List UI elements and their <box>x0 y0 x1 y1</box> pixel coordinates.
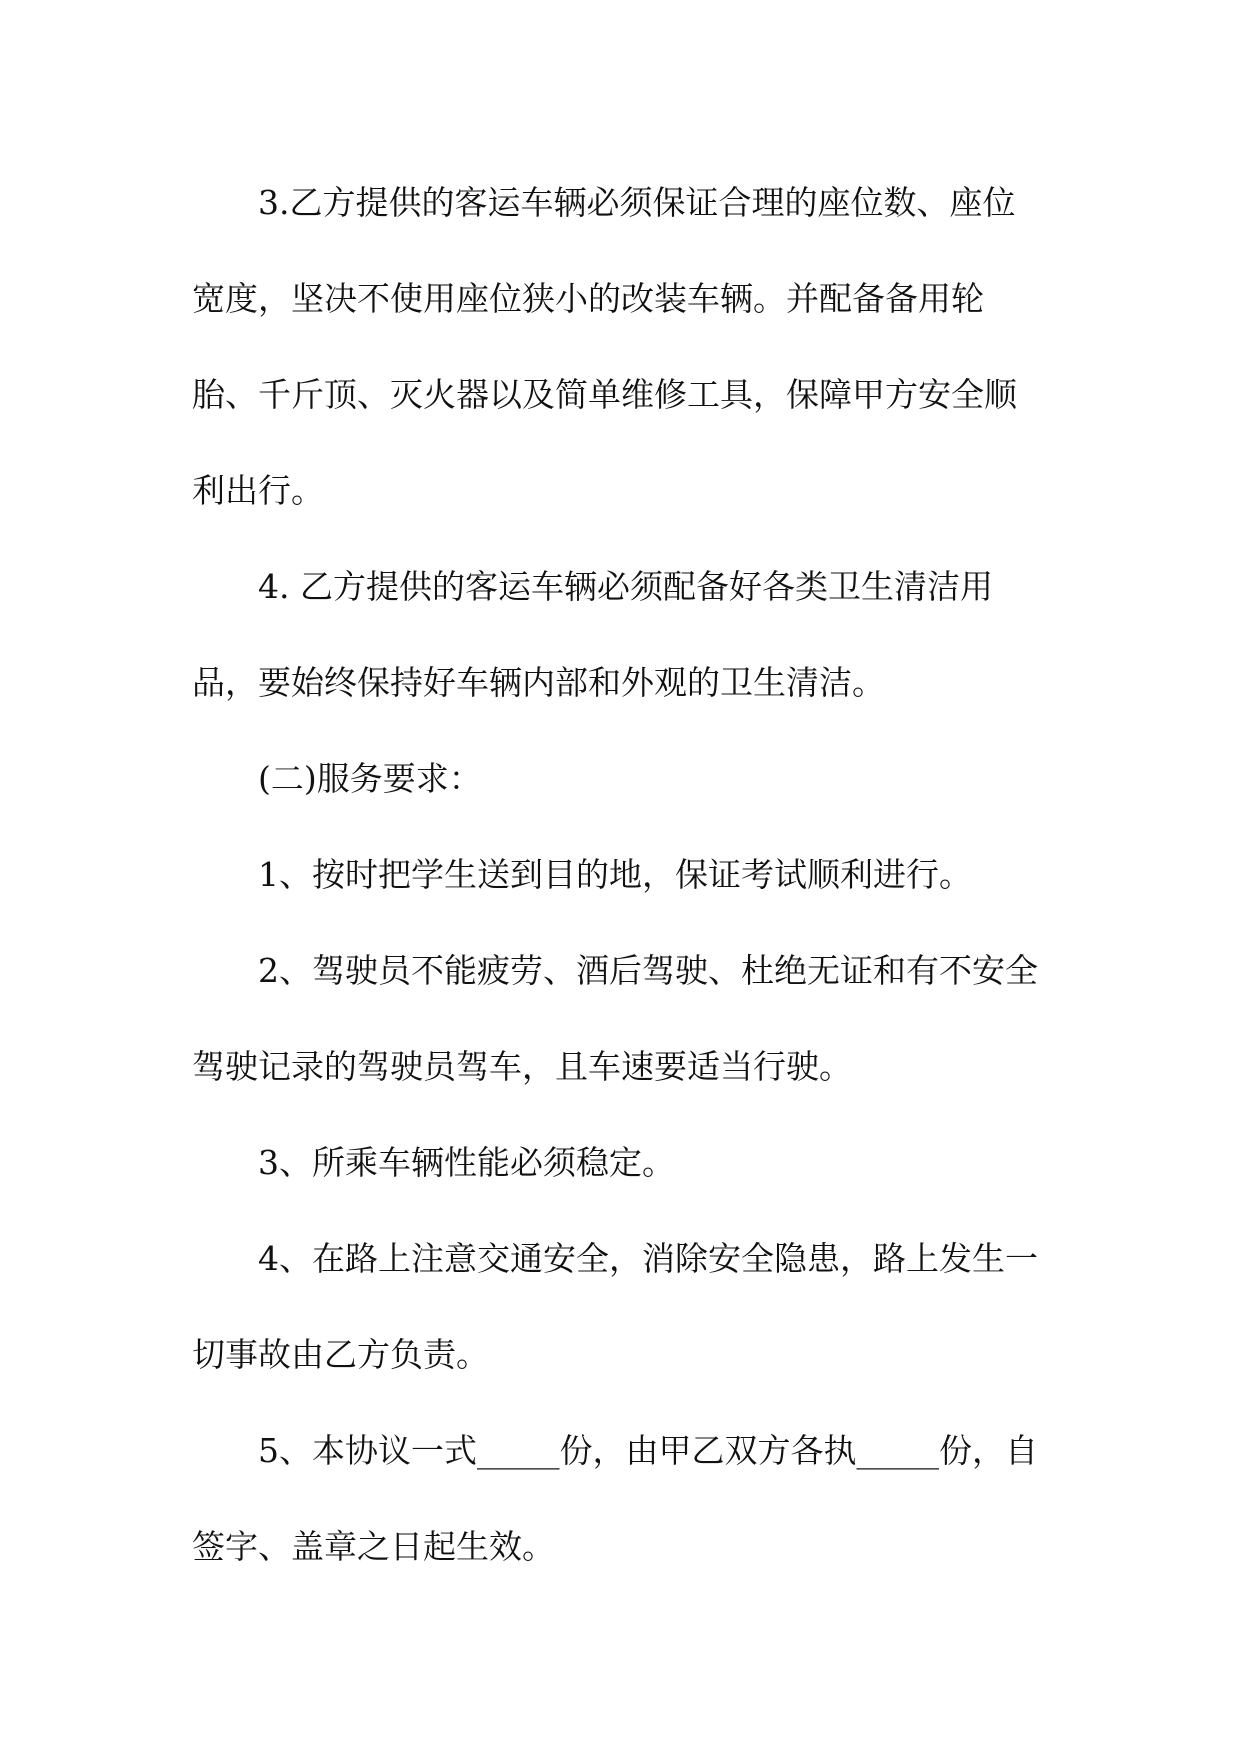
text-line: 1、按时把学生送到目的地，保证考试顺利进行。 <box>258 855 972 894</box>
paragraph-service-4 <box>192 1211 1052 1403</box>
text-line: 利出行。 <box>192 471 324 510</box>
text-line: 切事故由乙方负责。 <box>192 1335 489 1374</box>
text-line: 3、所乘车辆性能必须稳定。 <box>258 1143 675 1182</box>
text-line: 签字、盖章之日起生效。 <box>192 1527 555 1566</box>
text-line: 3.乙方提供的客运车辆必须保证合理的座位数、座位 <box>258 183 1016 222</box>
text-line: 胎、千斤顶、灭火器以及简单维修工具，保障甲方安全顺 <box>192 375 1017 414</box>
text-line: 5、本协议一式_____份，由甲乙双方各执_____份，自 <box>258 1431 1038 1470</box>
heading-text: (二)服务要求： <box>258 759 482 798</box>
text-line: 4. 乙方提供的客运车辆必须配备好各类卫生清洁用 <box>258 567 993 606</box>
section-heading-service-requirements <box>192 731 1052 827</box>
paragraph-vehicle-seats <box>192 155 1052 539</box>
paragraph-service-3 <box>192 1115 1052 1211</box>
text-line: 宽度，坚决不使用座位狭小的改装车辆。并配备备用轮 <box>192 279 984 318</box>
text-line: 4、在路上注意交通安全，消除安全隐患，路上发生一 <box>258 1239 1038 1278</box>
text-line: 驾驶记录的驾驶员驾车，且车速要适当行驶。 <box>192 1047 852 1086</box>
paragraph-service-5 <box>192 1403 1052 1595</box>
text-line: 2、驾驶员不能疲劳、酒后驾驶、杜绝无证和有不安全 <box>258 951 1038 990</box>
paragraph-service-1 <box>192 827 1052 923</box>
paragraph-service-2 <box>192 923 1052 1115</box>
paragraph-vehicle-hygiene <box>192 539 1052 731</box>
text-line: 品，要始终保持好车辆内部和外观的卫生清洁。 <box>192 663 885 702</box>
